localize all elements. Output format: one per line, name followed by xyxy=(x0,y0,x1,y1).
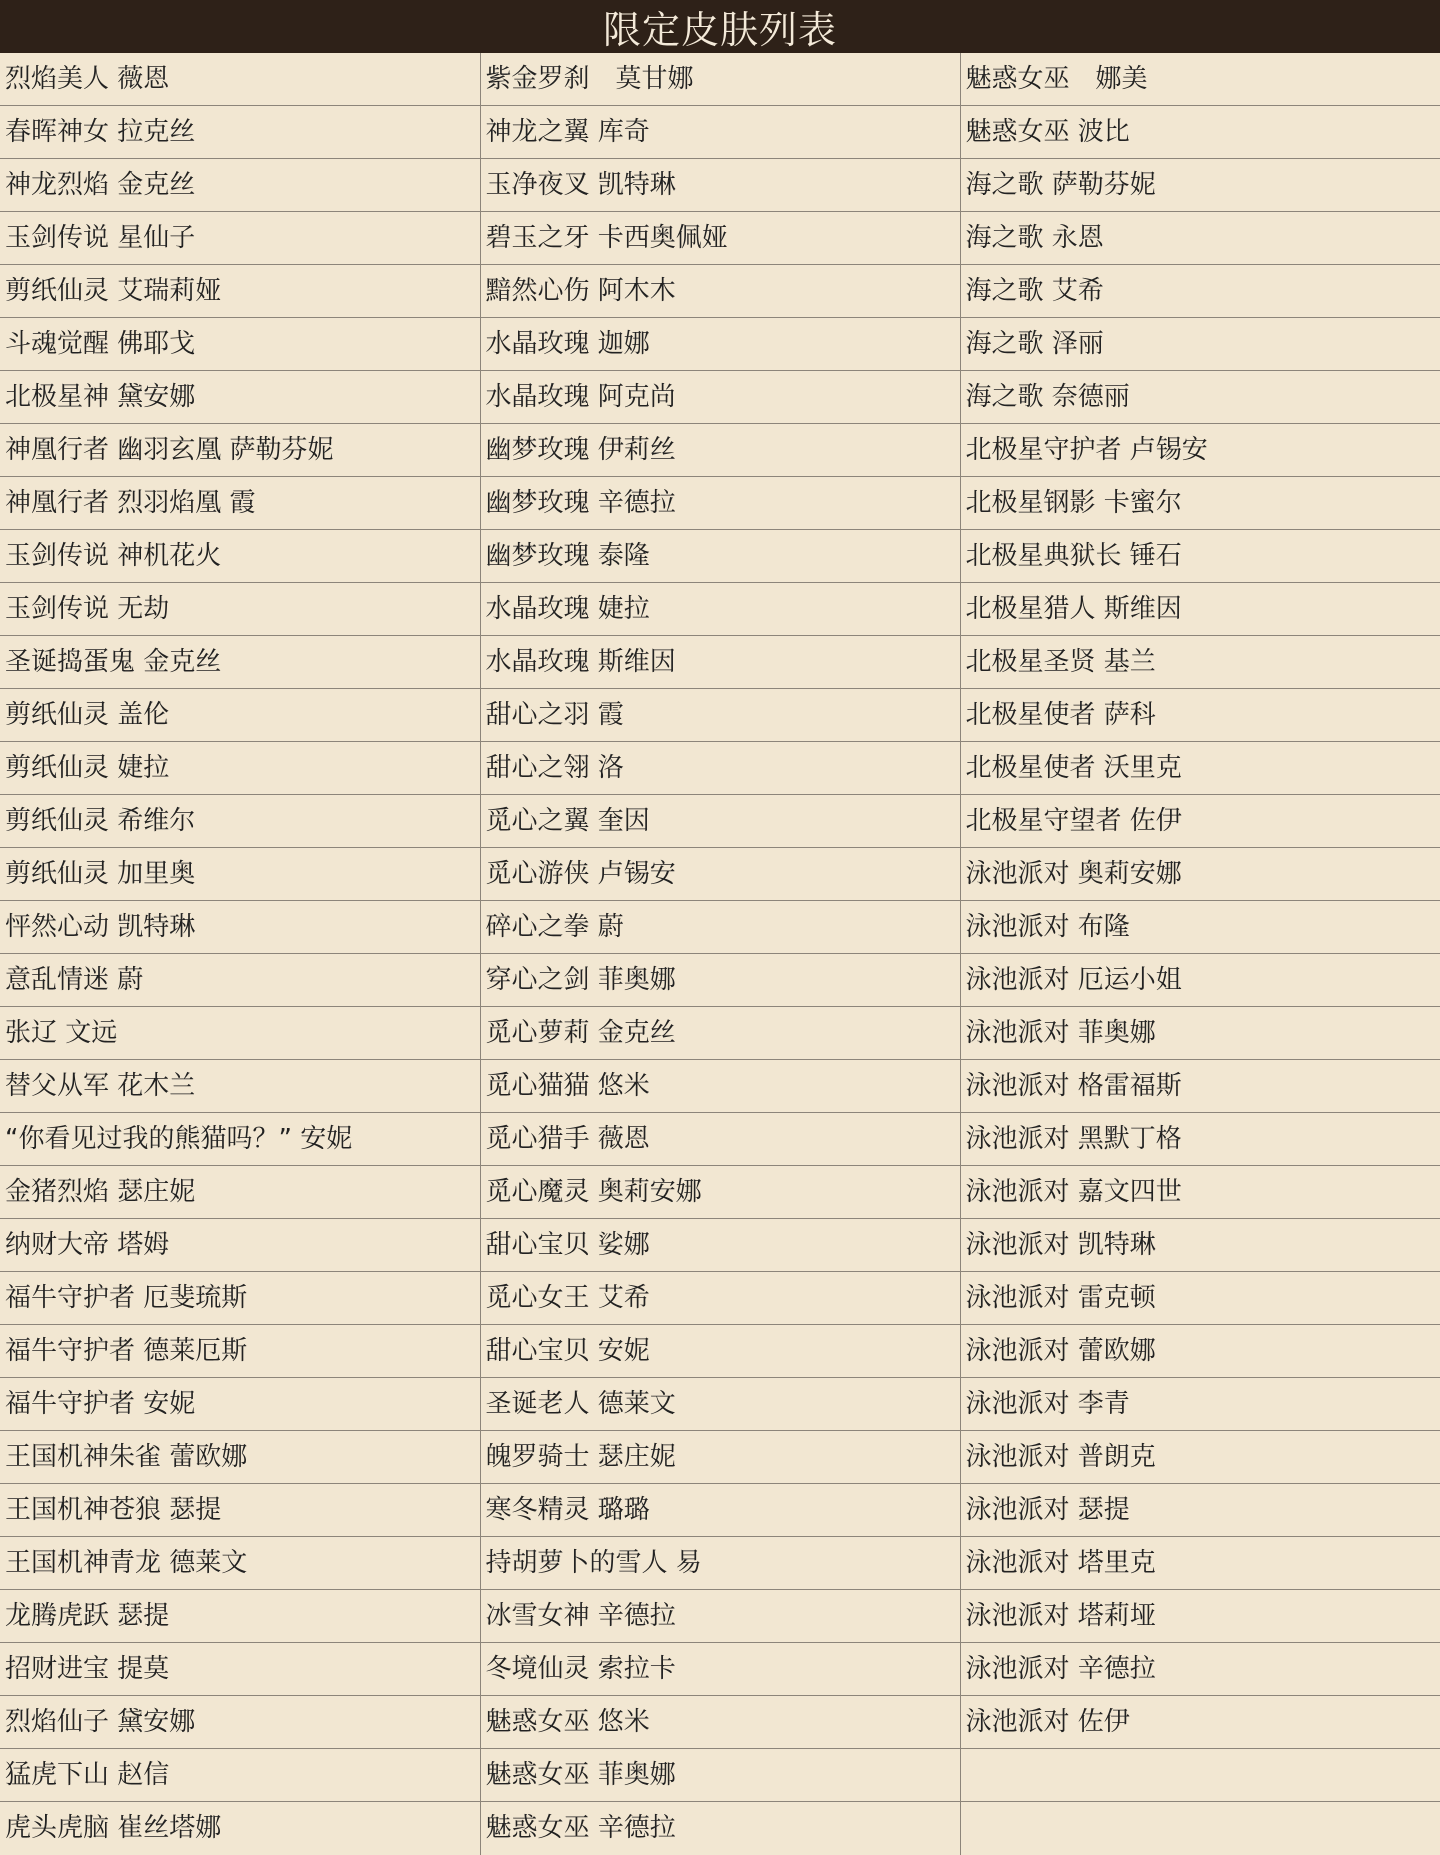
skin-cell: 泳池派对 嘉文四世 xyxy=(960,1166,1440,1219)
skin-cell: 剪纸仙灵 加里奥 xyxy=(0,848,480,901)
skin-cell: 觅心猫猫 悠米 xyxy=(480,1060,960,1113)
skin-cell: 北极星使者 萨科 xyxy=(960,689,1440,742)
skin-cell: 泳池派对 菲奥娜 xyxy=(960,1007,1440,1060)
skin-cell xyxy=(960,1802,1440,1855)
skin-cell: 泳池派对 辛德拉 xyxy=(960,1643,1440,1696)
table-row xyxy=(0,795,1440,848)
table-row xyxy=(0,424,1440,477)
table-row xyxy=(0,583,1440,636)
skin-cell: “你看见过我的熊猫吗？” 安妮 xyxy=(0,1113,480,1166)
table-row xyxy=(0,1643,1440,1696)
skin-cell: 泳池派对 塔里克 xyxy=(960,1537,1440,1590)
skin-cell: 王国机神苍狼 瑟提 xyxy=(0,1484,480,1537)
table-row xyxy=(0,53,1440,106)
table-row xyxy=(0,318,1440,371)
skin-cell: 碧玉之牙 卡西奥佩娅 xyxy=(480,212,960,265)
table-row xyxy=(0,1007,1440,1060)
skin-cell: 北极星神 黛安娜 xyxy=(0,371,480,424)
skin-cell: 黯然心伤 阿木木 xyxy=(480,265,960,318)
table-row xyxy=(0,1484,1440,1537)
table-row xyxy=(0,1378,1440,1431)
skin-cell: 烈焰仙子 黛安娜 xyxy=(0,1696,480,1749)
skin-cell: 王国机神朱雀 蕾欧娜 xyxy=(0,1431,480,1484)
skin-cell: 神凰行者 烈羽焰凰 霞 xyxy=(0,477,480,530)
skin-cell: 持胡萝卜的雪人 易 xyxy=(480,1537,960,1590)
skin-cell: 海之歌 艾希 xyxy=(960,265,1440,318)
skin-cell: 北极星守望者 佐伊 xyxy=(960,795,1440,848)
skin-cell: 冬境仙灵 索拉卡 xyxy=(480,1643,960,1696)
skin-cell: 福牛守护者 安妮 xyxy=(0,1378,480,1431)
skin-cell: 剪纸仙灵 盖伦 xyxy=(0,689,480,742)
skin-cell: 泳池派对 黑默丁格 xyxy=(960,1113,1440,1166)
table-row xyxy=(0,212,1440,265)
table-row xyxy=(0,1113,1440,1166)
table-row xyxy=(0,530,1440,583)
skin-cell: 海之歌 永恩 xyxy=(960,212,1440,265)
skin-cell: 北极星使者 沃里克 xyxy=(960,742,1440,795)
skin-cell: 魄罗骑士 瑟庄妮 xyxy=(480,1431,960,1484)
skin-cell: 寒冬精灵 璐璐 xyxy=(480,1484,960,1537)
skin-cell: 怦然心动 凯特琳 xyxy=(0,901,480,954)
skin-cell: 泳池派对 塔莉垭 xyxy=(960,1590,1440,1643)
skin-cell: 神凰行者 幽羽玄凰 萨勒芬妮 xyxy=(0,424,480,477)
skin-cell: 意乱情迷 蔚 xyxy=(0,954,480,1007)
skin-cell: 虎头虎脑 崔丝塔娜 xyxy=(0,1802,480,1855)
skin-cell: 北极星圣贤 基兰 xyxy=(960,636,1440,689)
skin-cell: 神龙烈焰 金克丝 xyxy=(0,159,480,212)
skin-cell: 福牛守护者 厄斐琉斯 xyxy=(0,1272,480,1325)
skin-cell: 福牛守护者 德莱厄斯 xyxy=(0,1325,480,1378)
table-row xyxy=(0,742,1440,795)
skin-table xyxy=(0,53,1440,1855)
table-row xyxy=(0,1749,1440,1802)
skin-cell: 泳池派对 凯特琳 xyxy=(960,1219,1440,1272)
skin-cell: 金猪烈焰 瑟庄妮 xyxy=(0,1166,480,1219)
table-row xyxy=(0,371,1440,424)
skin-cell: 猛虎下山 赵信 xyxy=(0,1749,480,1802)
table-row xyxy=(0,636,1440,689)
skin-cell: 水晶玫瑰 迦娜 xyxy=(480,318,960,371)
skin-cell: 水晶玫瑰 阿克尚 xyxy=(480,371,960,424)
skin-cell: 魅惑女巫 辛德拉 xyxy=(480,1802,960,1855)
skin-cell: 幽梦玫瑰 伊莉丝 xyxy=(480,424,960,477)
skin-cell: 觅心之翼 奎因 xyxy=(480,795,960,848)
table-row xyxy=(0,848,1440,901)
table-row xyxy=(0,954,1440,1007)
skin-cell: 北极星守护者 卢锡安 xyxy=(960,424,1440,477)
skin-cell: 泳池派对 格雷福斯 xyxy=(960,1060,1440,1113)
skin-cell: 圣诞老人 德莱文 xyxy=(480,1378,960,1431)
skin-cell: 泳池派对 奥莉安娜 xyxy=(960,848,1440,901)
skin-cell: 剪纸仙灵 婕拉 xyxy=(0,742,480,795)
skin-cell: 海之歌 奈德丽 xyxy=(960,371,1440,424)
skin-cell: 剪纸仙灵 艾瑞莉娅 xyxy=(0,265,480,318)
skin-cell: 张辽 文远 xyxy=(0,1007,480,1060)
skin-cell: 甜心之翎 洛 xyxy=(480,742,960,795)
table-title: 限定皮肤列表 xyxy=(0,0,1440,53)
skin-cell: 魅惑女巫 菲奥娜 xyxy=(480,1749,960,1802)
skin-cell: 北极星猎人 斯维因 xyxy=(960,583,1440,636)
skin-cell: 替父从军 花木兰 xyxy=(0,1060,480,1113)
table-row xyxy=(0,1325,1440,1378)
table-row xyxy=(0,1696,1440,1749)
skin-cell: 甜心之羽 霞 xyxy=(480,689,960,742)
skin-cell: 玉剑传说 星仙子 xyxy=(0,212,480,265)
skin-cell: 招财进宝 提莫 xyxy=(0,1643,480,1696)
skin-cell: 觅心魔灵 奥莉安娜 xyxy=(480,1166,960,1219)
skin-cell: 斗魂觉醒 佛耶戈 xyxy=(0,318,480,371)
table-row xyxy=(0,1272,1440,1325)
table-row xyxy=(0,901,1440,954)
table-row xyxy=(0,106,1440,159)
skin-cell: 泳池派对 李青 xyxy=(960,1378,1440,1431)
skin-cell: 冰雪女神 辛德拉 xyxy=(480,1590,960,1643)
skin-cell: 海之歌 泽丽 xyxy=(960,318,1440,371)
table-row xyxy=(0,265,1440,318)
skin-cell: 春晖神女 拉克丝 xyxy=(0,106,480,159)
skin-cell: 玉净夜叉 凯特琳 xyxy=(480,159,960,212)
table-row xyxy=(0,1060,1440,1113)
skin-cell: 甜心宝贝 娑娜 xyxy=(480,1219,960,1272)
skin-cell: 龙腾虎跃 瑟提 xyxy=(0,1590,480,1643)
skin-cell: 泳池派对 布隆 xyxy=(960,901,1440,954)
table-row xyxy=(0,1802,1440,1855)
table-row xyxy=(0,1590,1440,1643)
skin-cell: 甜心宝贝 安妮 xyxy=(480,1325,960,1378)
skin-cell: 玉剑传说 无劫 xyxy=(0,583,480,636)
skin-cell: 泳池派对 瑟提 xyxy=(960,1484,1440,1537)
skin-cell: 觅心萝莉 金克丝 xyxy=(480,1007,960,1060)
skin-cell: 北极星钢影 卡蜜尔 xyxy=(960,477,1440,530)
skin-cell: 烈焰美人 薇恩 xyxy=(0,53,480,106)
skin-cell: 觅心女王 艾希 xyxy=(480,1272,960,1325)
skin-cell xyxy=(960,1749,1440,1802)
skin-cell: 海之歌 萨勒芬妮 xyxy=(960,159,1440,212)
table-row xyxy=(0,159,1440,212)
table-row xyxy=(0,689,1440,742)
table-row xyxy=(0,477,1440,530)
skin-cell: 碎心之拳 蔚 xyxy=(480,901,960,954)
skin-cell: 魅惑女巫 波比 xyxy=(960,106,1440,159)
skin-cell: 水晶玫瑰 斯维因 xyxy=(480,636,960,689)
skin-cell: 泳池派对 厄运小姐 xyxy=(960,954,1440,1007)
skin-cell: 泳池派对 普朗克 xyxy=(960,1431,1440,1484)
skin-cell: 泳池派对 雷克顿 xyxy=(960,1272,1440,1325)
skin-cell: 玉剑传说 神机花火 xyxy=(0,530,480,583)
table-row xyxy=(0,1431,1440,1484)
skin-cell: 神龙之翼 库奇 xyxy=(480,106,960,159)
skin-cell: 觅心猎手 薇恩 xyxy=(480,1113,960,1166)
skin-table-body xyxy=(0,53,1440,1855)
skin-cell: 魅惑女巫 悠米 xyxy=(480,1696,960,1749)
skin-cell: 纳财大帝 塔姆 xyxy=(0,1219,480,1272)
skin-cell: 圣诞捣蛋鬼 金克丝 xyxy=(0,636,480,689)
skin-cell: 魅惑女巫 娜美 xyxy=(960,53,1440,106)
skin-cell: 觅心游侠 卢锡安 xyxy=(480,848,960,901)
skin-cell: 幽梦玫瑰 泰隆 xyxy=(480,530,960,583)
table-row xyxy=(0,1219,1440,1272)
skin-cell: 紫金罗刹 莫甘娜 xyxy=(480,53,960,106)
table-row xyxy=(0,1166,1440,1219)
skin-cell: 北极星典狱长 锤石 xyxy=(960,530,1440,583)
skin-cell: 泳池派对 蕾欧娜 xyxy=(960,1325,1440,1378)
skin-cell: 穿心之剑 菲奥娜 xyxy=(480,954,960,1007)
skin-cell: 王国机神青龙 德莱文 xyxy=(0,1537,480,1590)
table-row xyxy=(0,1537,1440,1590)
skin-cell: 剪纸仙灵 希维尔 xyxy=(0,795,480,848)
skin-cell: 泳池派对 佐伊 xyxy=(960,1696,1440,1749)
skin-cell: 幽梦玫瑰 辛德拉 xyxy=(480,477,960,530)
skin-cell: 水晶玫瑰 婕拉 xyxy=(480,583,960,636)
